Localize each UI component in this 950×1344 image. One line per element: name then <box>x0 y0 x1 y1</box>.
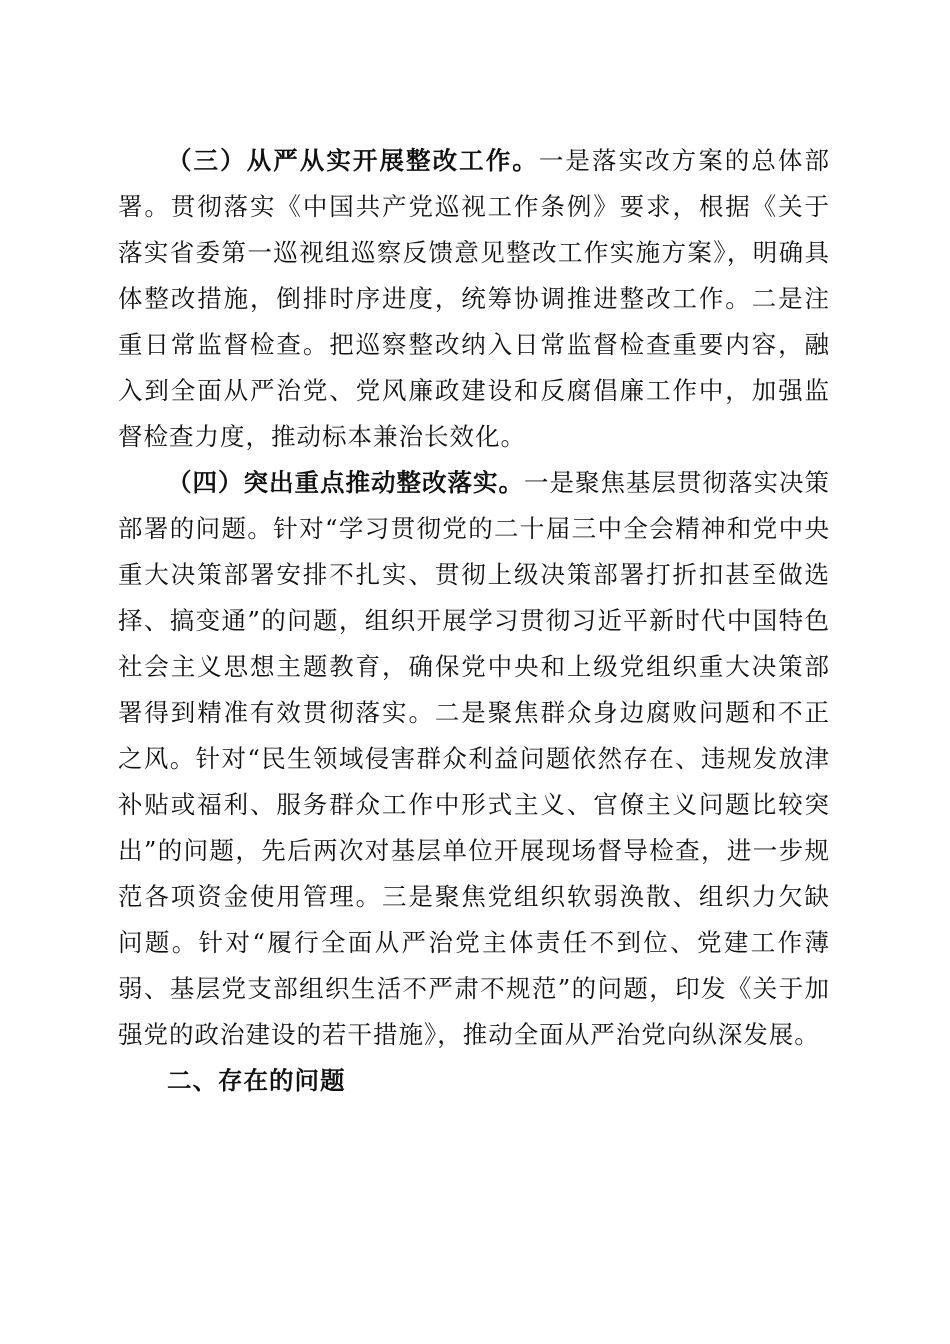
section-3-body: 一是落实改方案的总体部署。贯彻落实《中国共产党巡视工作条例》要求，根据《关于落实省委第一巡视组巡察反馈意见整改工作实施方案》，明确具体整改措施，倒排时序进度，统筹协调推进整改工作。二是注重日常监督检查。把巡察整改纳入日常监督检查重要内容，融入到全面从严治党、党风廉政建设和反腐倡廉工作中，加强监督检查力度，推动标本兼治长效化。 <box>118 146 830 451</box>
section-4-body: 一是聚焦基层贯彻落实决策部署的问题。针对“学习贯彻党的二十届三中全会精神和党中央重大决策部署安排不扎实、贯彻上级决策部署打折扣甚至做选择、搞变通”的问题，组织开展学习贯彻习近平新时代中国特色社会主义思想主题教育，确保党中央和上级党组织重大决策部署得到精准有效贯彻落实。二是聚焦群众身边腐败问题和不正之风。针对“民生领域侵害群众利益问题依然存在、违规发放津补贴或福利、服务群众工作中形式主义、官僚主义问题比较突出”的问题，先后两次对基层单位开展现场督导检查，进一步规范各项资金使用管理。三是聚焦党组织软弱涣散、组织力欠缺问题。针对“履行全面从严治党主体责任不到位、党建工作薄弱、基层党支部组织生活不严肃不规范”的问题，印发《关于加强党的政治建设的若干措施》，推动全面从严治党向纵深发展。 <box>118 468 830 1049</box>
section-4-paragraph <box>118 460 830 1058</box>
section-3-lead: （三）从严从实开展整改工作。 <box>167 146 539 175</box>
section-4-lead: （四）突出重点推动整改落实。 <box>167 468 524 497</box>
document-body <box>118 138 830 1104</box>
section-3-paragraph <box>118 138 830 460</box>
section-heading-problems: 二、存在的问题 <box>167 1066 346 1095</box>
